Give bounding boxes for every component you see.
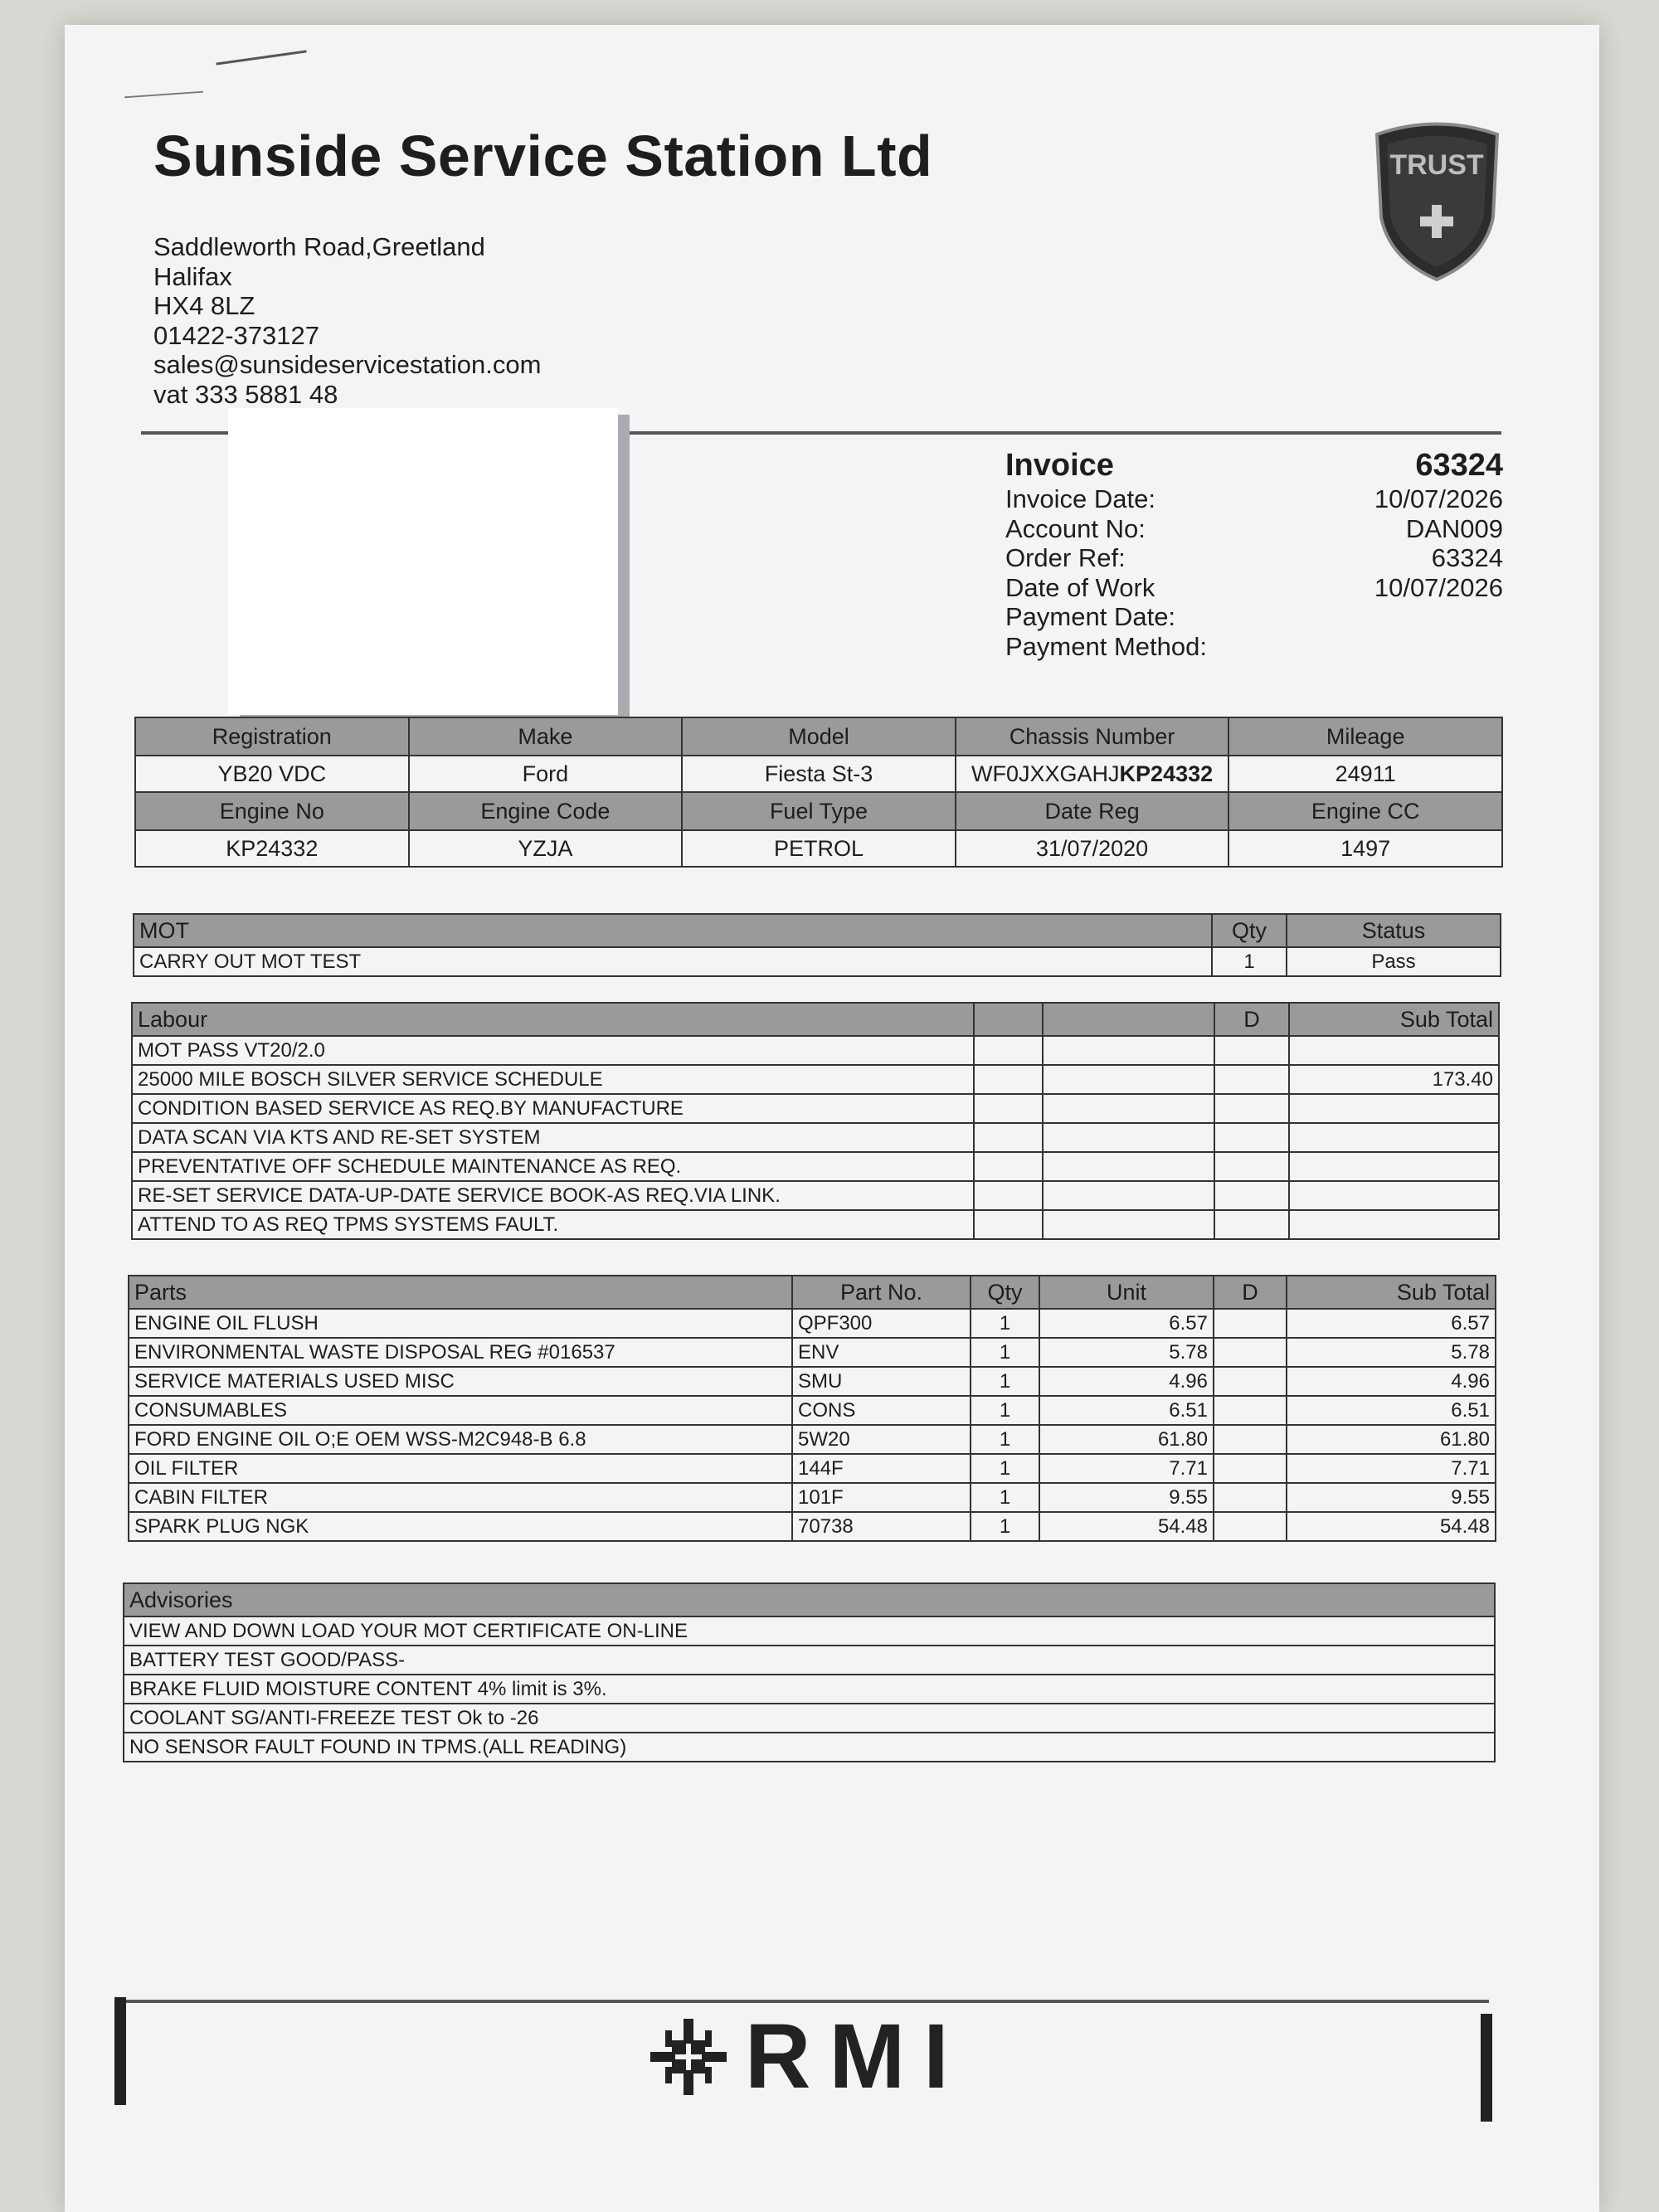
part-number: 144F xyxy=(792,1454,971,1483)
invoice-heading xyxy=(1005,446,1503,484)
part-description: CONSUMABLES xyxy=(129,1396,792,1425)
header-cell: Make xyxy=(409,717,683,756)
rmi-logo xyxy=(647,2005,967,2107)
address-line: Saddleworth Road,Greetland xyxy=(153,232,485,261)
part-qty: 1 xyxy=(971,1367,1039,1396)
footer-divider xyxy=(116,2000,1489,2003)
table-row xyxy=(132,1210,1499,1239)
invoice-field xyxy=(1005,573,1503,603)
empty-cell xyxy=(974,1181,1043,1210)
rmi-emblem-icon xyxy=(647,2015,730,2098)
rmi-logo-text: RMI xyxy=(745,2005,967,2107)
part-unit: 61.80 xyxy=(1039,1425,1214,1454)
d-header: D xyxy=(1214,1003,1289,1036)
trust-shield-logo xyxy=(1369,118,1506,284)
table-row xyxy=(132,1152,1499,1181)
field-label: Payment Date: xyxy=(1005,602,1176,631)
field-label: Payment Method: xyxy=(1005,631,1207,661)
empty-cell xyxy=(1043,1210,1214,1239)
header-cell: Engine CC xyxy=(1228,792,1502,830)
part-description: FORD ENGINE OIL O;E OEM WSS-M2C948-B 6.8 xyxy=(129,1425,792,1454)
labour-description: DATA SCAN VIA KTS AND RE-SET SYSTEM xyxy=(132,1123,974,1152)
part-subtotal: 7.71 xyxy=(1287,1454,1496,1483)
mot-status: Pass xyxy=(1287,947,1501,976)
make-value: Ford xyxy=(409,756,683,792)
empty-cell xyxy=(1214,1425,1287,1454)
invoice-field xyxy=(1005,543,1503,573)
empty-cell xyxy=(974,1152,1043,1181)
part-unit: 6.51 xyxy=(1039,1396,1214,1425)
vehicle-header-row xyxy=(135,792,1502,830)
status-header: Status xyxy=(1287,914,1501,947)
part-qty: 1 xyxy=(971,1512,1039,1541)
vehicle-details-table xyxy=(134,717,1503,868)
part-number: 5W20 xyxy=(792,1425,971,1454)
labour-description: RE-SET SERVICE DATA-UP-DATE SERVICE BOOK-AS REQ.VIA LINK. xyxy=(132,1181,974,1210)
part-description: OIL FILTER xyxy=(129,1454,792,1483)
header-cell: Fuel Type xyxy=(682,792,956,830)
empty-cell xyxy=(974,1036,1043,1065)
vehicle-value-row xyxy=(135,830,1502,867)
unit-header: Unit xyxy=(1039,1276,1214,1309)
table-row xyxy=(124,1733,1495,1762)
table-row xyxy=(129,1309,1496,1338)
subtotal-header: Sub Total xyxy=(1289,1003,1499,1036)
part-description: SERVICE MATERIALS USED MISC xyxy=(129,1367,792,1396)
header-cell xyxy=(974,1003,1043,1036)
part-number: 101F xyxy=(792,1483,971,1512)
labour-subtotal xyxy=(1289,1036,1499,1065)
empty-cell xyxy=(1043,1123,1214,1152)
labour-description: CONDITION BASED SERVICE AS REQ.BY MANUFACTURE xyxy=(132,1094,974,1123)
table-row xyxy=(129,1396,1496,1425)
empty-cell xyxy=(1214,1396,1287,1425)
field-value: DAN009 xyxy=(1405,513,1503,543)
empty-cell xyxy=(1214,1210,1289,1239)
labour-description: MOT PASS VT20/2.0 xyxy=(132,1036,974,1065)
part-number: 70738 xyxy=(792,1512,971,1541)
invoice-field xyxy=(1005,514,1503,544)
advisory-item: NO SENSOR FAULT FOUND IN TPMS.(ALL READING) xyxy=(124,1733,1495,1762)
parts-table xyxy=(128,1275,1496,1542)
subtotal-header: Sub Total xyxy=(1287,1276,1496,1309)
labour-subtotal xyxy=(1289,1152,1499,1181)
part-subtotal: 5.78 xyxy=(1287,1338,1496,1367)
empty-cell xyxy=(1214,1309,1287,1338)
part-qty: 1 xyxy=(971,1309,1039,1338)
empty-cell xyxy=(1214,1036,1289,1065)
invoice-number: 63324 xyxy=(1415,448,1503,483)
date-reg-value: 31/07/2020 xyxy=(956,830,1229,867)
invoice-field xyxy=(1005,632,1503,662)
advisories-table xyxy=(123,1582,1496,1762)
empty-cell xyxy=(1214,1338,1287,1367)
empty-cell xyxy=(1214,1123,1289,1152)
table-row xyxy=(124,1704,1495,1733)
registration-value: YB20 VDC xyxy=(135,756,409,792)
redacted-address-block xyxy=(228,408,618,715)
empty-cell xyxy=(1214,1483,1287,1512)
table-row xyxy=(132,1094,1499,1123)
empty-cell xyxy=(1214,1152,1289,1181)
model-value: Fiesta St-3 xyxy=(682,756,956,792)
engine-no-value: KP24332 xyxy=(135,830,409,867)
empty-cell xyxy=(974,1123,1043,1152)
empty-cell xyxy=(1043,1065,1214,1094)
field-value: 63324 xyxy=(1431,543,1503,572)
labour-subtotal xyxy=(1289,1181,1499,1210)
part-number: SMU xyxy=(792,1367,971,1396)
part-number: QPF300 xyxy=(792,1309,971,1338)
qty-header: Qty xyxy=(1212,914,1287,947)
table-row xyxy=(132,1181,1499,1210)
empty-cell xyxy=(1214,1094,1289,1123)
qty-header: Qty xyxy=(971,1276,1039,1309)
fuel-type-value: PETROL xyxy=(682,830,956,867)
table-row xyxy=(129,1367,1496,1396)
footer-bar-right xyxy=(1481,2014,1492,2122)
field-label: Order Ref: xyxy=(1005,543,1126,572)
header-cell: Mileage xyxy=(1228,717,1502,756)
table-row xyxy=(129,1338,1496,1367)
section-title: Parts xyxy=(129,1276,792,1309)
header-cell: Date Reg xyxy=(956,792,1229,830)
part-unit: 4.96 xyxy=(1039,1367,1214,1396)
email-address: sales@sunsideservicestation.com xyxy=(153,350,542,379)
address-line: HX4 8LZ xyxy=(153,291,255,320)
invoice-label: Invoice xyxy=(1005,448,1114,483)
empty-cell xyxy=(1214,1367,1287,1396)
mot-description: CARRY OUT MOT TEST xyxy=(134,947,1212,976)
part-description: SPARK PLUG NGK xyxy=(129,1512,792,1541)
empty-cell xyxy=(1214,1454,1287,1483)
labour-description: 25000 MILE BOSCH SILVER SERVICE SCHEDULE xyxy=(132,1065,974,1094)
table-row xyxy=(124,1616,1495,1646)
company-name: Sunside Service Station Ltd xyxy=(153,124,933,188)
section-title: MOT xyxy=(134,914,1212,947)
empty-cell xyxy=(1043,1036,1214,1065)
empty-cell xyxy=(1043,1094,1214,1123)
mot-header-row xyxy=(134,914,1501,947)
table-row xyxy=(129,1425,1496,1454)
header-cell: Chassis Number xyxy=(956,717,1229,756)
advisory-item: COOLANT SG/ANTI-FREEZE TEST Ok to -26 xyxy=(124,1704,1495,1733)
empty-cell xyxy=(1214,1181,1289,1210)
part-unit: 54.48 xyxy=(1039,1512,1214,1541)
part-subtotal: 6.57 xyxy=(1287,1309,1496,1338)
section-title: Labour xyxy=(132,1003,974,1036)
empty-cell xyxy=(1043,1181,1214,1210)
table-row xyxy=(134,947,1501,976)
table-row xyxy=(129,1512,1496,1541)
part-unit: 9.55 xyxy=(1039,1483,1214,1512)
empty-cell xyxy=(974,1094,1043,1123)
header-cell: Registration xyxy=(135,717,409,756)
badge-text: TRUST xyxy=(1389,149,1484,181)
part-subtotal: 54.48 xyxy=(1287,1512,1496,1541)
part-unit: 7.71 xyxy=(1039,1454,1214,1483)
vehicle-header-row xyxy=(135,717,1502,756)
part-unit: 6.57 xyxy=(1039,1309,1214,1338)
empty-cell xyxy=(974,1065,1043,1094)
partno-header: Part No. xyxy=(792,1276,971,1309)
part-unit: 5.78 xyxy=(1039,1338,1214,1367)
labour-subtotal xyxy=(1289,1210,1499,1239)
part-qty: 1 xyxy=(971,1483,1039,1512)
vehicle-value-row xyxy=(135,756,1502,792)
labour-description: ATTEND TO AS REQ TPMS SYSTEMS FAULT. xyxy=(132,1210,974,1239)
table-row xyxy=(129,1483,1496,1512)
labour-table xyxy=(131,1002,1500,1240)
invoice-field xyxy=(1005,602,1503,632)
parts-header-row xyxy=(129,1276,1496,1309)
labour-subtotal xyxy=(1289,1123,1499,1152)
field-value: 10/07/2026 xyxy=(1374,484,1503,513)
part-description: ENVIRONMENTAL WASTE DISPOSAL REG #016537 xyxy=(129,1338,792,1367)
chassis-suffix: KP24332 xyxy=(1119,761,1214,786)
part-subtotal: 4.96 xyxy=(1287,1367,1496,1396)
labour-description: PREVENTATIVE OFF SCHEDULE MAINTENANCE AS REQ. xyxy=(132,1152,974,1181)
phone-number: 01422-373127 xyxy=(153,320,319,350)
advisory-item: BATTERY TEST GOOD/PASS- xyxy=(124,1646,1495,1675)
invoice-details xyxy=(1005,446,1503,661)
part-qty: 1 xyxy=(971,1454,1039,1483)
footer-bar-left xyxy=(114,1997,126,2105)
vat-number: vat 333 5881 48 xyxy=(153,379,338,409)
chassis-value xyxy=(956,756,1229,792)
header-cell: Engine Code xyxy=(409,792,683,830)
advisory-item: VIEW AND DOWN LOAD YOUR MOT CERTIFICATE ON-LINE xyxy=(124,1616,1495,1646)
table-row xyxy=(129,1454,1496,1483)
header-cell: Engine No xyxy=(135,792,409,830)
engine-code-value: YZJA xyxy=(409,830,683,867)
part-subtotal: 9.55 xyxy=(1287,1483,1496,1512)
part-description: CABIN FILTER xyxy=(129,1483,792,1512)
mot-qty: 1 xyxy=(1212,947,1287,976)
part-qty: 1 xyxy=(971,1425,1039,1454)
part-subtotal: 6.51 xyxy=(1287,1396,1496,1425)
part-subtotal: 61.80 xyxy=(1287,1425,1496,1454)
labour-subtotal xyxy=(1289,1094,1499,1123)
engine-cc-value: 1497 xyxy=(1228,830,1502,867)
advisories-header-row xyxy=(124,1583,1495,1616)
table-row xyxy=(124,1646,1495,1675)
part-number: ENV xyxy=(792,1338,971,1367)
field-value: 10/07/2026 xyxy=(1374,572,1503,602)
field-label: Invoice Date: xyxy=(1005,484,1155,513)
header-cell xyxy=(1043,1003,1214,1036)
advisory-item: BRAKE FLUID MOISTURE CONTENT 4% limit is 3%. xyxy=(124,1675,1495,1704)
part-number: CONS xyxy=(792,1396,971,1425)
address-line: Halifax xyxy=(153,261,232,291)
table-row xyxy=(132,1065,1499,1094)
company-address xyxy=(153,232,541,409)
table-row xyxy=(132,1036,1499,1065)
part-qty: 1 xyxy=(971,1396,1039,1425)
part-qty: 1 xyxy=(971,1338,1039,1367)
field-label: Date of Work xyxy=(1005,572,1155,602)
table-row xyxy=(124,1675,1495,1704)
invoice-field xyxy=(1005,484,1503,514)
part-description: ENGINE OIL FLUSH xyxy=(129,1309,792,1338)
chassis-prefix: WF0JXXGAHJ xyxy=(971,761,1120,786)
d-header: D xyxy=(1214,1276,1287,1309)
empty-cell xyxy=(1214,1065,1289,1094)
labour-header-row xyxy=(132,1003,1499,1036)
labour-subtotal: 173.40 xyxy=(1289,1065,1499,1094)
mileage-value: 24911 xyxy=(1228,756,1502,792)
header-cell: Model xyxy=(682,717,956,756)
empty-cell xyxy=(974,1210,1043,1239)
empty-cell xyxy=(1043,1152,1214,1181)
field-label: Account No: xyxy=(1005,513,1146,543)
empty-cell xyxy=(1214,1512,1287,1541)
section-title: Advisories xyxy=(124,1583,1495,1616)
table-row xyxy=(132,1123,1499,1152)
mot-table xyxy=(133,913,1501,977)
